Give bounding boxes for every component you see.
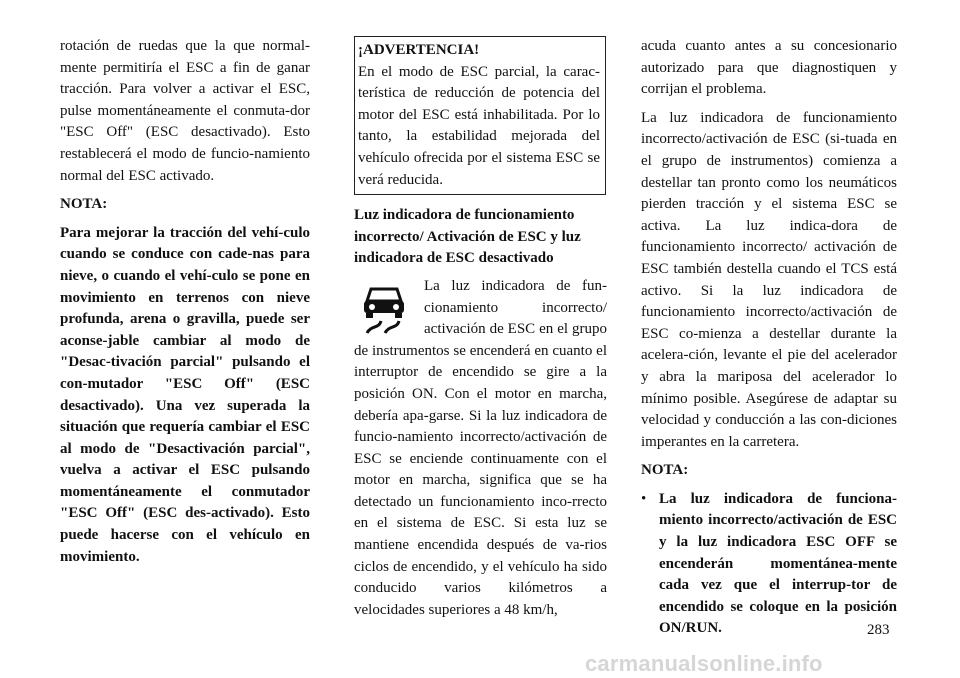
indicator-description: La luz indicadora de fun-cionamiento incorrecto/ activación de ESC en el grupo de instrumentos se encenderá en cuanto el interruptor de encendido se gire a la posición ON. Con el motor en marcha, debería apa-garse. Si la luz indicadora de funcio-namiento incorrecto/activación de ESC se enciende continuamente con el motor en marcha, significa que se ha detectado un funcionamiento inco-rrecto en el sistema de ESC. Si esta luz se mantiene encendida después de va-rios ciclos de encendido, y el vehículo ha sido conducido varios kilómetros a velocidades superiores a 48 km/h, [354, 277, 607, 618]
bullet-text: La luz indicadora de funciona-miento incorrecto/activación de ESC y la luz indicadora ESC OFF se encenderán momentánea-mente cada vez que el interrup-tor de encendido se coloque en la posición ON/RUN. [659, 490, 897, 637]
paragraph-indicator-flash: La luz indicadora de funcionamiento incorrecto/activación de ESC (si-tuada en el grupo de instrumentos) comienza a destellar tan pronto como los neumáticos pierden tracción y el sistema ESC se activa. La luz indica-dora de funcionamiento incorrecto/ activación de ESC también destella cuando el TCS está activo. Si la luz indicadora de funcionamiento incorrecto/activación de ESC co-mienza a destellar durante la acelera-ción, levante el pie del acelerador y abra la mariposa del acelerador lo mínimo posible. Asegúrese de adaptar su velocidad y conducción a las con-diciones imperantes en la carretera. [641, 109, 897, 450]
bullet-mark: • [641, 490, 647, 507]
warning-title: ¡ADVERTENCIA! [358, 42, 480, 58]
section-heading: Luz indicadora de funcionamiento incorrecto/ Activación de ESC y luz indicadora de ESC desactivado [354, 207, 581, 267]
nota-label: NOTA: [60, 196, 108, 213]
esc-skid-car-icon [354, 278, 414, 340]
warning-text: En el modo de ESC parcial, la carac-terística de reducción de potencia del motor del ESC está inhabilitada. Por lo tanto, la estabilidad mejorada del vehículo ofrecida por el sistema ESC se verá reducida. [358, 63, 600, 188]
warning-box [354, 36, 606, 195]
column-left [60, 36, 310, 568]
paragraph-dealer: acuda cuanto antes a su concesionario autorizado para que diagnostiquen y corrijan el problema. [641, 38, 897, 98]
page-number: 283 [867, 622, 890, 638]
nota-text-bold: Para mejorar la tracción del vehí-culo cuando se conduce con cade-nas para nieve, o cuando el vehí-culo se pone en movimiento en terrenos con nieve profunda, arena o gravilla, puede ser aconse-jable cambiar al modo de "Desac-tivación parcial" pulsando el con-mutador "ESC Off" (ESC desactivado). Una vez superada la situación que requería cambiar el ESC al modo de "Desactivación parcial", vuelva a activar el ESC pulsando momentáneamente el conmutador "ESC Off" (ESC des-activado). Esto puede hacerse con el vehículo en movimiento. [60, 224, 310, 565]
column-middle [354, 36, 607, 621]
column-right [641, 36, 897, 640]
paragraph-esc-reactivate: rotación de ruedas que la que normal-mente permitiría el ESC a fin de ganar tracción. Para volver a activar el ESC, pulse momentáneamente el conmuta-dor "ESC Off" (ESC desactivado). Esto restablecerá el modo de funcio-namiento normal del ESC activado. [60, 38, 310, 184]
nota-label-2: NOTA: [641, 462, 689, 479]
list-item [641, 489, 897, 640]
watermark: carmanualsonline.info [585, 651, 823, 676]
